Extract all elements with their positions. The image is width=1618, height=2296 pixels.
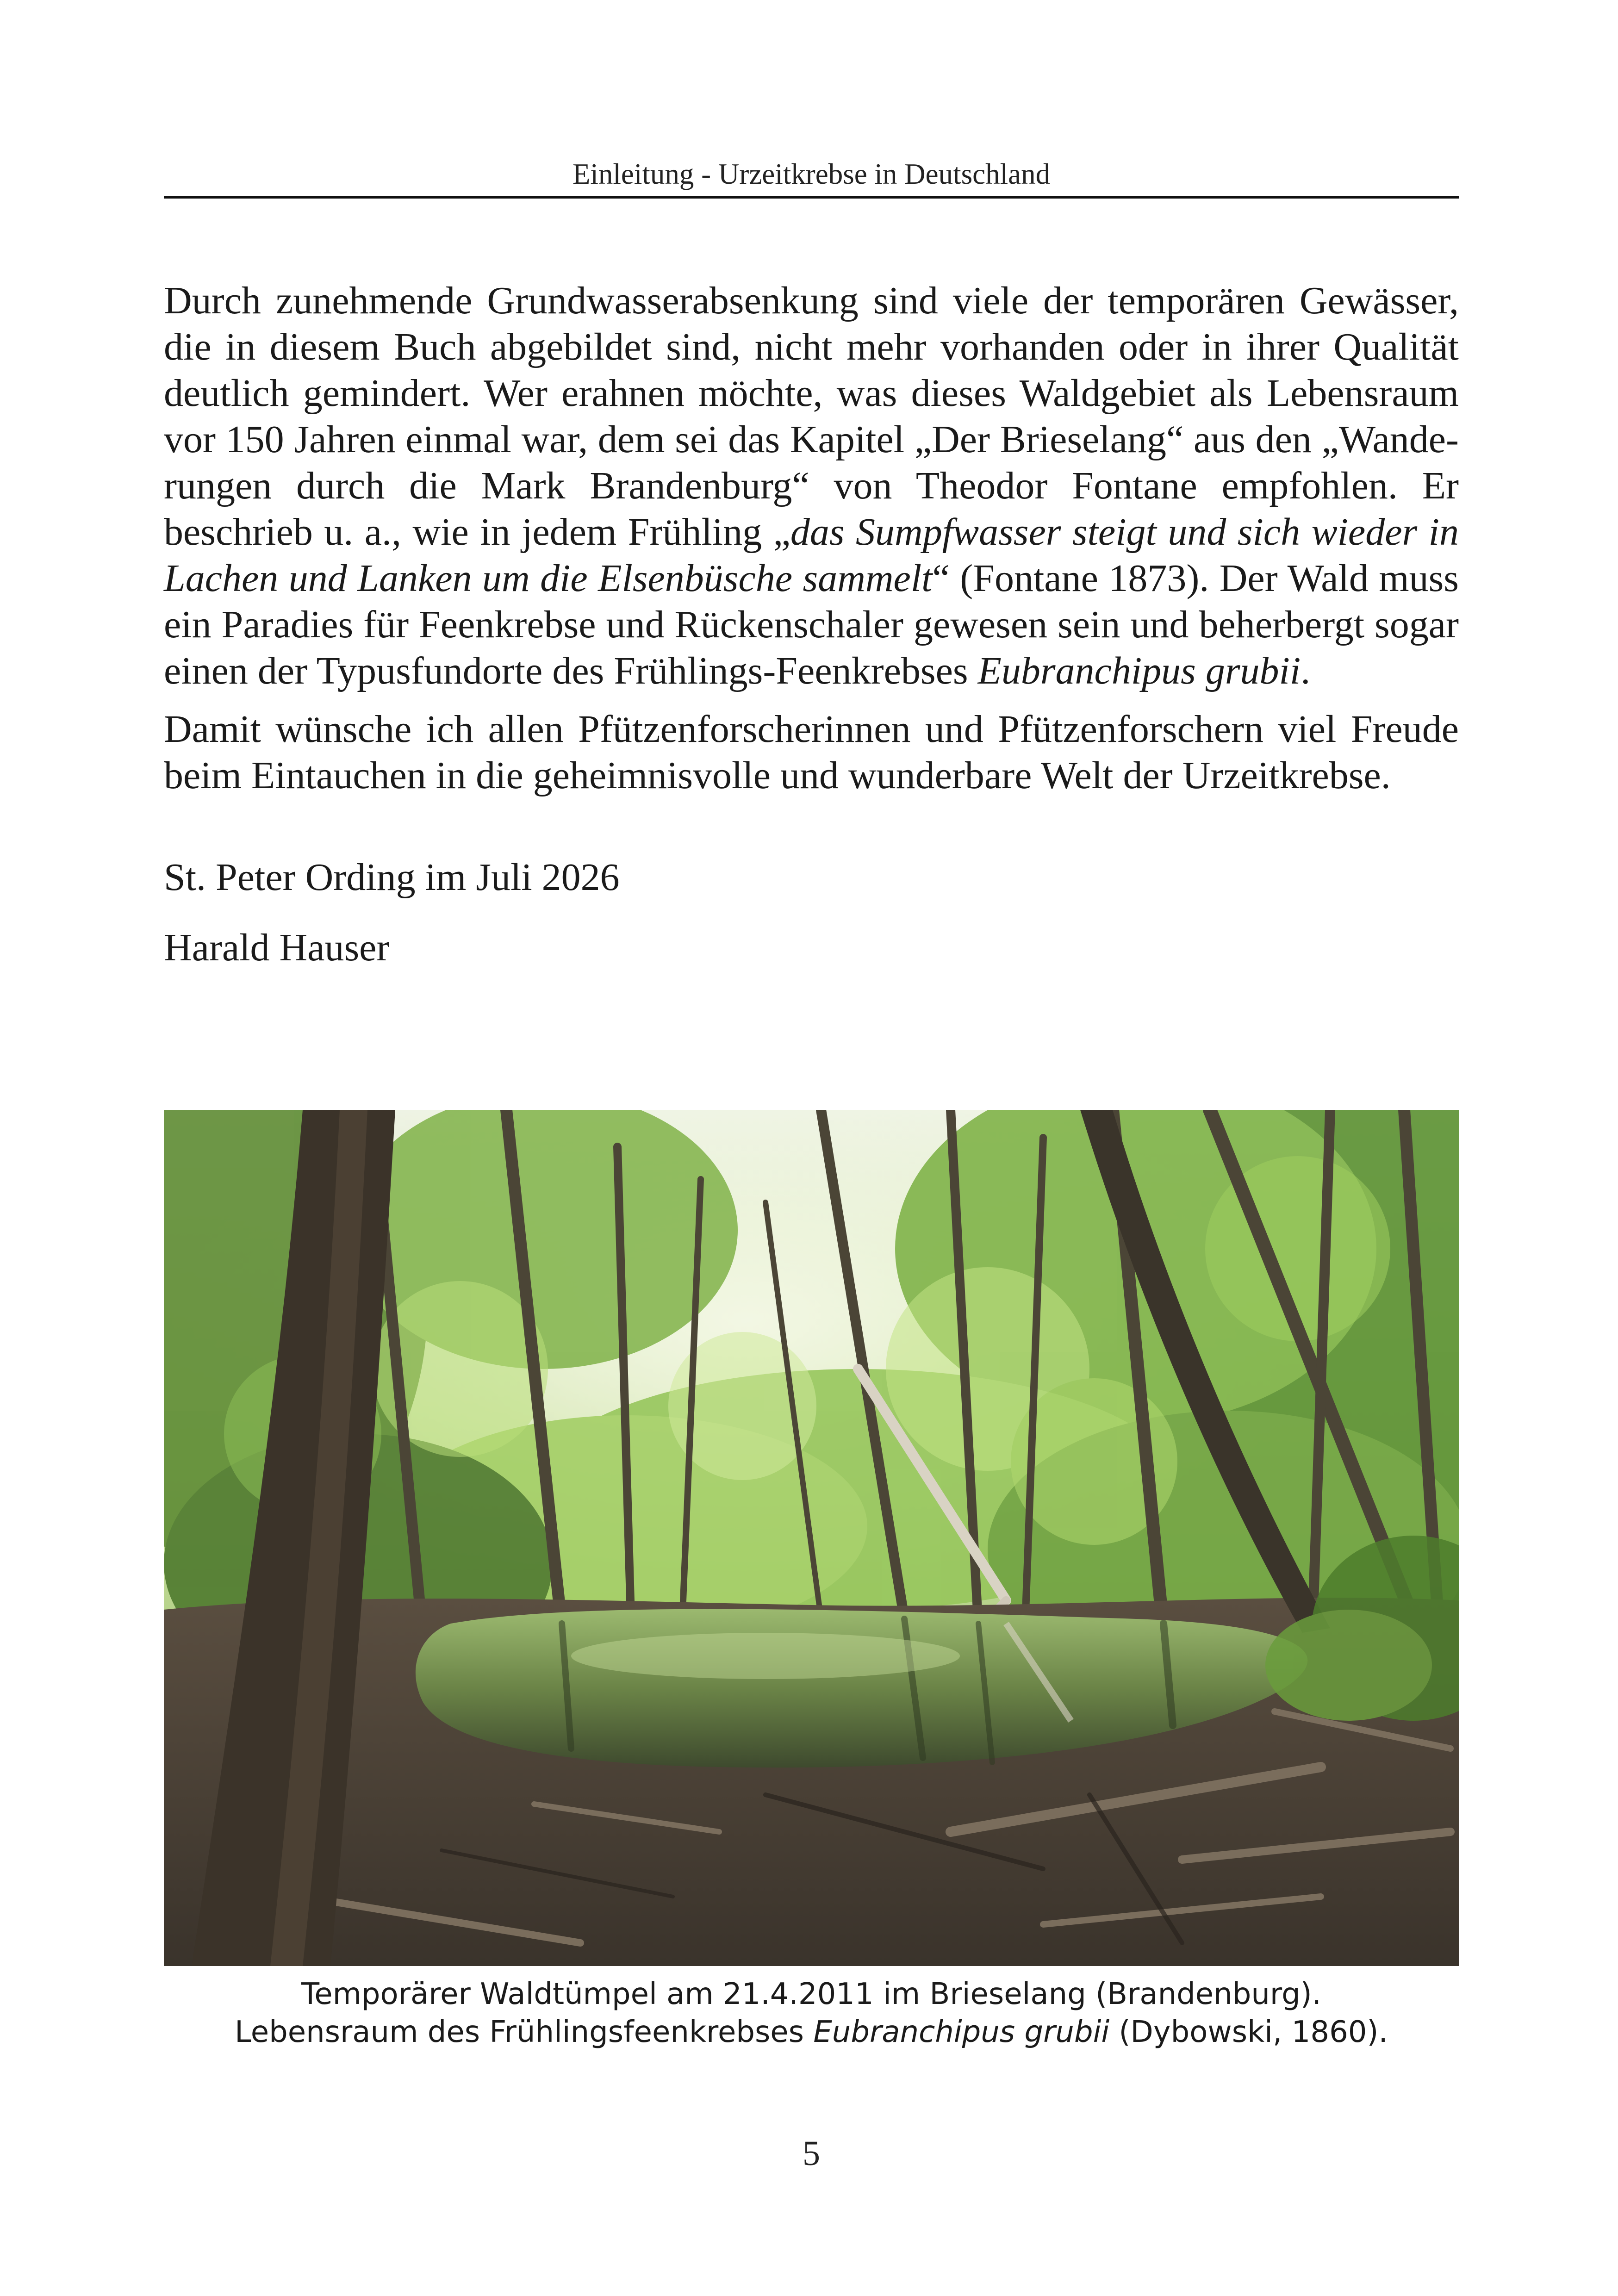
place-date: St. Peter Ording im Juli 2026 [164, 856, 620, 899]
caption-species-name: Eubranchipus grubii [813, 2015, 1110, 2049]
caption-line-2 [164, 2013, 1459, 2051]
paragraph-1 [164, 278, 1459, 694]
paragraph-1-text-a: Durch zunehmende Grundwasserabsenkung sind viele der temporären Gewässer, die in diesem Buch abgebildet sind, nicht mehr vorhanden oder in ihrer Qualität deutlich gemindert. Wer erahnen möchte, was dieses Waldgebiet als Lebensraum vor 150 Jahren einmal war, dem sei das Kapitel „Der Brieselang“ aus den „Wanderungen durch die Mark Brandenburg“ von Theodor Fontane empfohlen. Er beschrieb u. a., wie in jedem Frühling „ [164, 279, 1459, 554]
figure-caption [164, 1975, 1459, 2051]
species-name: Eubranchipus grubii [977, 649, 1301, 692]
paragraph-1-text-b: “ (Fontane 1873). Der Wald muss ein Paradies für Feenkrebse und Rückenschaler gewesen sein und beherbergt sogar einen der Typusfundorte des Frühlings-Feenkrebses [164, 557, 1459, 692]
running-head: Einleitung - Urzeitkrebse in Deutschland [572, 158, 1051, 190]
body-text [164, 278, 1459, 971]
fontane-quote: das Sumpfwasser steigt und sich wieder in Lachen und Lanken um die Elsenbüsche sammelt [164, 510, 1459, 600]
header-rule [164, 196, 1459, 199]
caption-line-1: Temporärer Waldtümpel am 21.4.2011 im Brieselang (Brandenburg). [301, 1977, 1322, 2011]
paragraph-2: Damit wünsche ich allen Pfützenforscherinnen und Pfützenforschern viel Freude beim Eintauchen in die geheimnisvolle und wunderbare Welt der Urzeitkrebse. [164, 708, 1459, 797]
paragraph-1-text-c: . [1301, 649, 1311, 692]
page-number: 5 [803, 2134, 820, 2173]
forest-pond-photo [164, 1110, 1459, 1966]
caption-line-2-prefix: Lebensraum des Frühlingsfeenkrebses [235, 2015, 814, 2049]
author-signature: Harald Hauser [164, 926, 390, 969]
caption-line-2-suffix: (Dybowski, 1860). [1109, 2015, 1388, 2049]
